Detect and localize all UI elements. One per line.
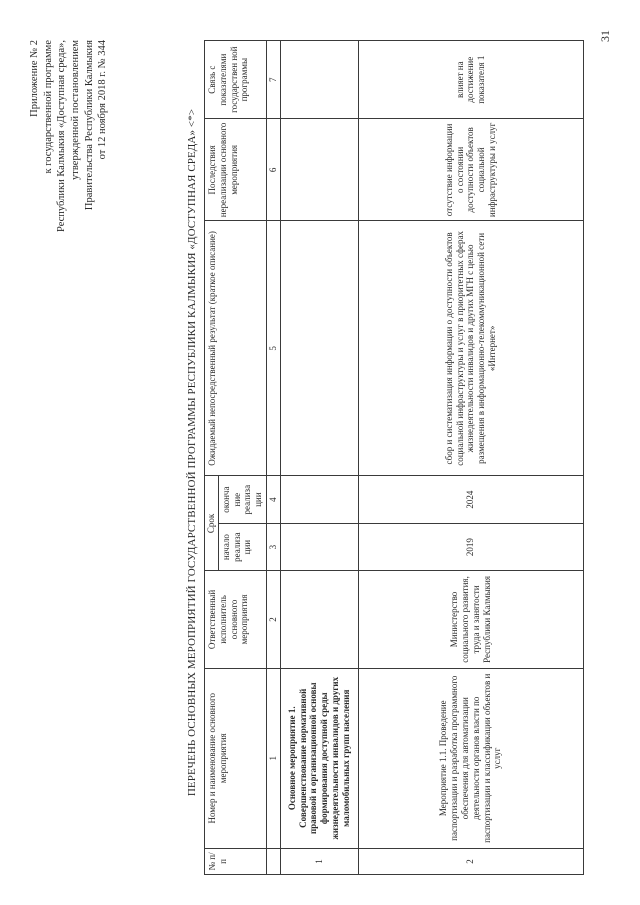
row-consequences: отсутствие информации о состоянии доступности объектов социальной инфраструктуры и услуг bbox=[358, 119, 583, 221]
appendix-line: от 12 ноября 2018 г. № 344 bbox=[97, 40, 109, 160]
header-consequences: Последствия нереализации основного мероприятия bbox=[205, 119, 267, 221]
measures-table bbox=[204, 40, 584, 875]
appendix-line: утвержденной постановлением bbox=[69, 40, 81, 180]
row-start: 2019 bbox=[358, 523, 583, 570]
column-number: 2 bbox=[266, 571, 280, 668]
row-end: 2024 bbox=[358, 476, 583, 523]
row-num: 1 bbox=[280, 848, 358, 874]
row-link: влияет на достижение показателя 1 bbox=[358, 41, 583, 119]
appendix-line: Республики Калмыкия «Доступная среда», bbox=[56, 40, 68, 232]
header-result: Ожидаемый непосредственный результат (краткое описание) bbox=[205, 221, 267, 476]
appendix-line: Приложение № 2 bbox=[29, 40, 40, 117]
header-num: № п/п bbox=[205, 848, 267, 874]
column-number: 1 bbox=[266, 668, 280, 848]
header-name: Номер и наименование основного мероприятия bbox=[205, 668, 267, 848]
row-executor: Министерство социального развития, труда и занятости Республики Калмыкия bbox=[358, 571, 583, 668]
row-consequences bbox=[280, 119, 358, 221]
header-end: оконча ние реализа ции bbox=[218, 476, 266, 523]
row-result bbox=[280, 221, 358, 476]
header-start: начало реализа ции bbox=[218, 523, 266, 570]
row-executor bbox=[280, 571, 358, 668]
document-title: ПЕРЕЧЕНЬ ОСНОВНЫХ МЕРОПРИЯТИЙ ГОСУДАРСТВЕННОЙ ПРОГРАММЫ РЕСПУБЛИКИ КАЛМЫКИЯ «ДОСТУПНАЯ СРЕДА» <*> bbox=[186, 108, 198, 797]
header-executor: Ответственный исполнитель основного мероприятия bbox=[205, 571, 267, 668]
page-number: 31 bbox=[598, 30, 612, 42]
appendix-header bbox=[28, 40, 110, 370]
column-number: 3 bbox=[266, 523, 280, 570]
column-number: 7 bbox=[266, 41, 280, 119]
row-start bbox=[280, 523, 358, 570]
column-number: 5 bbox=[266, 221, 280, 476]
row-link bbox=[280, 41, 358, 119]
appendix-line: к государственной программе bbox=[42, 40, 54, 174]
column-number: 6 bbox=[266, 119, 280, 221]
header-term: Срок bbox=[205, 476, 219, 571]
column-number bbox=[266, 848, 280, 874]
appendix-line: Правительства Республики Калмыкия bbox=[83, 40, 95, 211]
row-end bbox=[280, 476, 358, 523]
table-row bbox=[358, 41, 583, 875]
header-link: Связь с показателями государствен ной программы bbox=[205, 41, 267, 119]
header-row bbox=[205, 41, 219, 875]
row-name: Основное мероприятие 1. Совершенствование нормативной правовой и организационной основы формирования доступной среды жизнедеятельности инвалидов и других маломобильных групп населения bbox=[280, 668, 358, 848]
row-result: сбор и систематизация информации о доступности объектов социальной инфраструктуры и услуг в приоритетных сферах жизнедеятельности инвалидов и других МГН с целью размещения в информационно-телекоммуникационной сети «Интернет» bbox=[358, 221, 583, 476]
column-number-row bbox=[266, 41, 280, 875]
row-name: Мероприятие 1.1. Проведение паспортизации и разработка программного обеспечения для автоматизации деятельности органов власти по паспортизации и классификации объектов и услуг bbox=[358, 668, 583, 848]
row-num: 2 bbox=[358, 848, 583, 874]
table-row bbox=[280, 41, 358, 875]
column-number: 4 bbox=[266, 476, 280, 523]
